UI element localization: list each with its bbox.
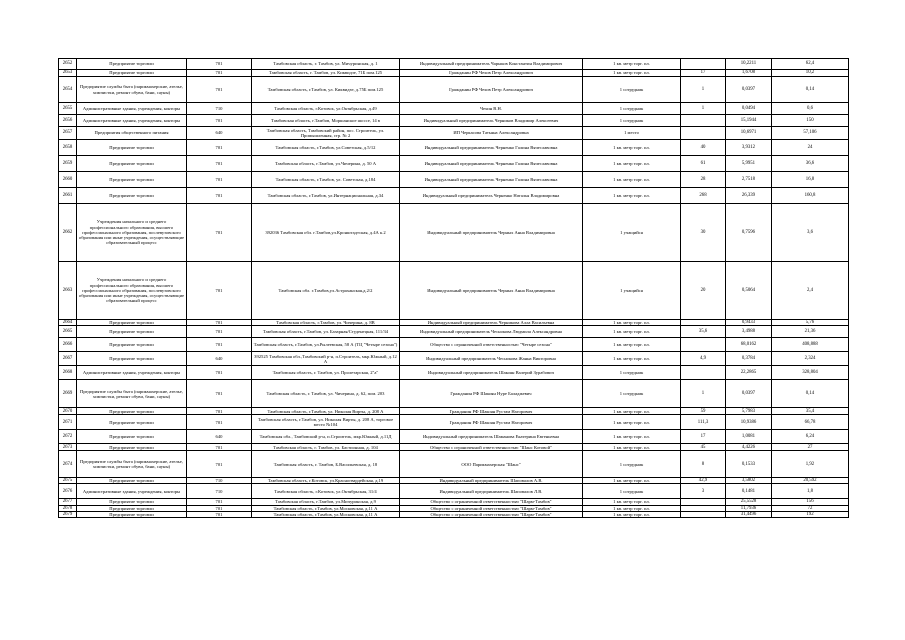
- cell-row-number: 2668: [59, 366, 77, 380]
- cell-facility-type: Предприятие торговли: [77, 70, 187, 77]
- cell-facility-type: Административные здания, учреждения, конторы: [77, 484, 187, 499]
- cell-facility-type: Предприятие торговли: [77, 352, 187, 366]
- cell-organization-name: Индивидуальный предприниматель Черненко Галина Вячеславовна: [400, 140, 583, 156]
- cell-oktmo-code: 701: [187, 320, 252, 326]
- cell-norm-value: 0,14: [772, 380, 849, 408]
- cell-unit-measure: 1 кв. метр торг. пл.: [583, 478, 681, 484]
- cell-oktmo-code: 701: [187, 262, 252, 320]
- cell-norm-value: 156: [772, 499, 849, 505]
- cell-facility-type: Предприятие торговли: [77, 478, 187, 484]
- cell-organization-name: Гражданин РФ Чехов Петр Александрович: [400, 70, 583, 77]
- cell-count-value: 268: [681, 188, 726, 204]
- cell-organization-name: Общество с ограниченной ответственностью "Шанс Котовой": [400, 444, 583, 451]
- table-row: [59, 204, 849, 262]
- cell-unit-measure: 1 кв. метр торг. пл.: [583, 188, 681, 204]
- cell-row-number: 2671: [59, 415, 77, 430]
- table-row: [59, 115, 849, 127]
- cell-unit-measure: 1 кв. метр торг. пл.: [583, 352, 681, 366]
- cell-address: Тамбовская область, г. Тамбов, ул. Киквидзе, 71Б пом.125: [252, 70, 400, 77]
- cell-organization-name: Индивидуальный предприниматель Шаповалов А.В.: [400, 478, 583, 484]
- cell-norm-value: 2,324: [772, 352, 849, 366]
- cell-row-number: 2673: [59, 444, 77, 451]
- cell-norm-value: 328,804: [772, 366, 849, 380]
- cell-unit-measure: 1 кв. метр торг. пл.: [583, 499, 681, 505]
- table-row: [59, 172, 849, 188]
- table-row: [59, 127, 849, 140]
- cell-unit-measure: 1 кв. метр торг. пл.: [583, 70, 681, 77]
- registry-table-body: [59, 59, 849, 518]
- cell-unit-measure: 1 сотрудник: [583, 103, 681, 115]
- cell-facility-type: Предприятие торговли: [77, 408, 187, 415]
- table-row: [59, 352, 849, 366]
- cell-annual-volume: 11,7936: [726, 505, 772, 511]
- cell-facility-type: Предприятие торговли: [77, 415, 187, 430]
- cell-norm-value: 1,92: [772, 451, 849, 478]
- cell-facility-type: Учреждения начального и среднего профессионального образования, высшего профессионального образования, послевузовского образования или иные учреждения, осуществляющие образовательный процесс: [77, 262, 187, 320]
- cell-unit-measure: 1 сотрудник: [583, 451, 681, 478]
- cell-annual-volume: 31,4496: [726, 511, 772, 517]
- cell-address: Тамбовская область, г.Тамбов, ул. Чичерина, д. 8В: [252, 320, 400, 326]
- cell-count-value: 30: [681, 204, 726, 262]
- cell-oktmo-code: 701: [187, 140, 252, 156]
- cell-row-number: 2660: [59, 172, 77, 188]
- cell-norm-value: 27: [772, 444, 849, 451]
- cell-count-value: [681, 511, 726, 517]
- cell-count-value: 1: [681, 380, 726, 408]
- cell-norm-value: 20,592: [772, 478, 849, 484]
- table-row: [59, 156, 849, 172]
- cell-oktmo-code: 701: [187, 59, 252, 70]
- cell-annual-volume: 10,9386: [726, 415, 772, 430]
- cell-address: Тамбовская обл., Тамбовский р-н, п.Строитель, мкр.Южный, д.11Д: [252, 430, 400, 444]
- cell-row-number: 2674: [59, 451, 77, 478]
- cell-row-number: 2662: [59, 204, 77, 262]
- cell-oktmo-code: 701: [187, 380, 252, 408]
- cell-organization-name: Общество с ограниченной ответственностью "Шарм-Тамбов": [400, 499, 583, 505]
- cell-unit-measure: 1 кв. метр торг. пл.: [583, 511, 681, 517]
- cell-oktmo-code: 701: [187, 326, 252, 338]
- cell-unit-measure: 1 кв. метр торг. пл.: [583, 156, 681, 172]
- cell-organization-name: ООО Парикмахерская "Шанс": [400, 451, 583, 478]
- cell-row-number: 2672: [59, 430, 77, 444]
- cell-annual-volume: 0,5064: [726, 262, 772, 320]
- cell-annual-volume: 1,0081: [726, 430, 772, 444]
- cell-count-value: 4,9: [681, 352, 726, 366]
- cell-annual-volume: 0,0397: [726, 77, 772, 103]
- cell-address: Тамбовская область, г.Тамбов, ул.Рылеевская, 58 А (ТЦ "Четыре сезона"): [252, 338, 400, 352]
- cell-organization-name: Индивидуальный предприниматель Чеснокова Людмила Александровна: [400, 326, 583, 338]
- cell-organization-name: Индивидуальный предприниматель Черненко Галина Вячеславовна: [400, 156, 583, 172]
- cell-annual-volume: 10,6971: [726, 127, 772, 140]
- table-row: [59, 59, 849, 70]
- cell-row-number: 2669: [59, 380, 77, 408]
- cell-row-number: 2658: [59, 140, 77, 156]
- cell-oktmo-code: 710: [187, 478, 252, 484]
- cell-facility-type: Предприятие торговли: [77, 172, 187, 188]
- cell-facility-type: Предприятие торговли: [77, 156, 187, 172]
- cell-norm-value: 160,8: [772, 188, 849, 204]
- cell-facility-type: Административные здания, учреждения, конторы: [77, 366, 187, 380]
- cell-organization-name: Индивидуальный предприниматель Чеснокова Жанна Викторовна: [400, 352, 583, 366]
- cell-norm-value: 21,36: [772, 326, 849, 338]
- cell-unit-measure: 1 учащийся: [583, 204, 681, 262]
- cell-unit-measure: 1 кв. метр торг. пл.: [583, 415, 681, 430]
- cell-annual-volume: 22,2865: [726, 366, 772, 380]
- cell-facility-type: Предприятие торговли: [77, 511, 187, 517]
- cell-address: Тамбовская область, г.Котовск, ул.Октябрьская, д.49: [252, 103, 400, 115]
- cell-annual-volume: 1,6708: [726, 70, 772, 77]
- cell-row-number: 2655: [59, 103, 77, 115]
- cell-count-value: [681, 366, 726, 380]
- cell-annual-volume: 68,0162: [726, 338, 772, 352]
- cell-organization-name: Индивидуальный предприниматель Шаповалов Л.В.: [400, 484, 583, 499]
- cell-unit-measure: 1 кв. метр торг. пл.: [583, 326, 681, 338]
- cell-count-value: 40: [681, 140, 726, 156]
- cell-organization-name: Индивидуальный предприниматель Черненко Наталья Владимировна: [400, 188, 583, 204]
- cell-organization-name: Индивидуальный предприниматель Черников Владимир Алексеевич: [400, 115, 583, 127]
- cell-unit-measure: 1 кв. метр торг. пл.: [583, 140, 681, 156]
- document-page: [58, 58, 849, 518]
- cell-facility-type: Предприятие торговли: [77, 188, 187, 204]
- cell-count-value: 1: [681, 77, 726, 103]
- cell-count-value: 17: [681, 70, 726, 77]
- cell-row-number: 2676: [59, 484, 77, 499]
- cell-address: Тамбовская область, г.Тамбов, ул. Николая Вирты, д. 208 А, торговое место №104: [252, 415, 400, 430]
- cell-address: Тамбовская область, г.Тамбов, ул.Чичерина, д. 50 А: [252, 156, 400, 172]
- cell-facility-type: Предприятие торговли: [77, 430, 187, 444]
- cell-unit-measure: 1 кв. метр торг. пл.: [583, 338, 681, 352]
- table-row: [59, 415, 849, 430]
- registry-table: [58, 58, 849, 518]
- cell-facility-type: Предприятие торговли: [77, 444, 187, 451]
- cell-address: Тамбовская область, г.Тамбов, ул. Николая Вирты, д. 208 А: [252, 408, 400, 415]
- cell-row-number: 2675: [59, 478, 77, 484]
- cell-address: Тамбовская область, г.Котовск, ул.Красногвардейская, д.19: [252, 478, 400, 484]
- table-row: [59, 338, 849, 352]
- table-row: [59, 140, 849, 156]
- cell-annual-volume: 4,4226: [726, 444, 772, 451]
- cell-annual-volume: 0,3784: [726, 352, 772, 366]
- cell-count-value: 42,9: [681, 478, 726, 484]
- cell-oktmo-code: 701: [187, 366, 252, 380]
- cell-row-number: 2652: [59, 59, 77, 70]
- cell-address: Тамбовская область, г. Тамбов, ул. Бастионная, д. 104: [252, 444, 400, 451]
- cell-oktmo-code: 701: [187, 172, 252, 188]
- cell-count-value: 28: [681, 172, 726, 188]
- cell-annual-volume: 15,1944: [726, 115, 772, 127]
- cell-count-value: [681, 127, 726, 140]
- cell-oktmo-code: 701: [187, 77, 252, 103]
- cell-oktmo-code: 701: [187, 511, 252, 517]
- cell-address: Тамбовская область, г.Тамбов, ул.Московская, д.11 А: [252, 511, 400, 517]
- cell-facility-type: Административные здания, учреждения, конторы: [77, 103, 187, 115]
- cell-facility-type: Предприятия общественного питания: [77, 127, 187, 140]
- cell-count-value: 61: [681, 156, 726, 172]
- cell-address: Тамбовская область, г.Тамбов, ул. Киквидзе, д.75Б пом.125: [252, 77, 400, 103]
- cell-norm-value: 0,6: [772, 103, 849, 115]
- cell-annual-volume: 2,7518: [726, 172, 772, 188]
- cell-norm-value: 72: [772, 505, 849, 511]
- cell-count-value: [681, 338, 726, 352]
- cell-norm-value: 24: [772, 140, 849, 156]
- cell-row-number: 2663: [59, 262, 77, 320]
- cell-unit-measure: 1 сотрудник: [583, 366, 681, 380]
- cell-annual-volume: 3,9312: [726, 140, 772, 156]
- cell-count-value: 111,3: [681, 415, 726, 430]
- table-row: [59, 484, 849, 499]
- cell-facility-type: Предприятие торговли: [77, 140, 187, 156]
- table-row: [59, 511, 849, 517]
- cell-organization-name: Индивидуальный предприниматель Чарыков Константин Владимирович: [400, 59, 583, 70]
- cell-row-number: 2670: [59, 408, 77, 415]
- cell-row-number: 2666: [59, 338, 77, 352]
- cell-oktmo-code: 701: [187, 115, 252, 127]
- cell-annual-volume: 0,1533: [726, 451, 772, 478]
- cell-norm-value: 36,6: [772, 156, 849, 172]
- cell-address: 392036 Тамбовская обл. г.Тамбов,ул.Кронштадтская, д.4А к.2: [252, 204, 400, 262]
- cell-count-value: 35,6: [681, 326, 726, 338]
- cell-organization-name: Общество с ограниченной ответственностью "Шарм-Тамбов": [400, 505, 583, 511]
- cell-organization-name: Чехин В.Н.: [400, 103, 583, 115]
- cell-facility-type: Предприятие службы быта (парикмахерские, ателье, химчистки, ремонт обуви, бани, сауны): [77, 451, 187, 478]
- cell-oktmo-code: 701: [187, 408, 252, 415]
- cell-norm-value: 62,4: [772, 59, 849, 70]
- cell-address: Тамбовская область, г.Тамбов, ул.Московская, д.11 А: [252, 505, 400, 511]
- cell-oktmo-code: 710: [187, 103, 252, 115]
- cell-count-value: 1: [681, 103, 726, 115]
- cell-oktmo-code: 701: [187, 204, 252, 262]
- cell-unit-measure: 1 сотрудник: [583, 484, 681, 499]
- cell-row-number: 2679: [59, 511, 77, 517]
- cell-address: Тамбовская область, г. Тамбов, ул. Чичерина, д. 62, пом. 203: [252, 380, 400, 408]
- cell-row-number: 2661: [59, 188, 77, 204]
- cell-norm-value: 6,24: [772, 430, 849, 444]
- cell-facility-type: Предприятие торговли: [77, 505, 187, 511]
- cell-row-number: 2656: [59, 115, 77, 127]
- cell-facility-type: Предприятие торговли: [77, 499, 187, 505]
- cell-oktmo-code: 640: [187, 352, 252, 366]
- cell-annual-volume: 25,5528: [726, 499, 772, 505]
- cell-oktmo-code: 701: [187, 156, 252, 172]
- cell-facility-type: Предприятие торговли: [77, 320, 187, 326]
- cell-unit-measure: 1 кв. метр торг. пл.: [583, 505, 681, 511]
- cell-address: Тамбовская область, г.Тамбов, ул.Интернациональная, д.34: [252, 188, 400, 204]
- cell-norm-value: 192: [772, 511, 849, 517]
- cell-annual-volume: 0,7596: [726, 204, 772, 262]
- cell-facility-type: Предприятие службы быта (парикмахерские, ателье, химчистки, ремонт обуви, бани, сауны): [77, 380, 187, 408]
- cell-unit-measure: 1 сотрудник: [583, 380, 681, 408]
- table-row: [59, 326, 849, 338]
- cell-unit-measure: 1 место: [583, 127, 681, 140]
- cell-organization-name: Индивидуальный предприниматель Черных Анна Владимировна: [400, 204, 583, 262]
- cell-organization-name: Общество с ограниченной ответственностью "Четыре сезона": [400, 338, 583, 352]
- cell-oktmo-code: 701: [187, 451, 252, 478]
- cell-count-value: [681, 115, 726, 127]
- cell-oktmo-code: 701: [187, 70, 252, 77]
- cell-unit-measure: 1 кв. метр торг. пл.: [583, 430, 681, 444]
- cell-oktmo-code: 701: [187, 338, 252, 352]
- cell-organization-name: Гражданин РФ Шакоян Рустам Нагорович: [400, 408, 583, 415]
- cell-organization-name: Гражданин РФ Чехов Петр Александрович: [400, 77, 583, 103]
- cell-count-value: 3: [681, 484, 726, 499]
- cell-oktmo-code: 640: [187, 127, 252, 140]
- cell-unit-measure: 1 сотрудник: [583, 115, 681, 127]
- cell-unit-measure: 1 кв. метр торг. пл.: [583, 59, 681, 70]
- cell-address: 392525 Тамбовская обл.,Тамбовский р-н, п.Строитель, мкр.Южный, д.12 А: [252, 352, 400, 366]
- cell-norm-value: 0,14: [772, 77, 849, 103]
- cell-unit-measure: 1 учащийся: [583, 262, 681, 320]
- cell-count-value: 8: [681, 451, 726, 478]
- cell-row-number: 2654: [59, 77, 77, 103]
- cell-annual-volume: 0,1481: [726, 484, 772, 499]
- cell-address: Тамбовская область, Тамбовский район, пос. Строитель, ул. Промышленная, стр. № 2: [252, 127, 400, 140]
- cell-oktmo-code: 701: [187, 444, 252, 451]
- cell-oktmo-code: 701: [187, 188, 252, 204]
- cell-organization-name: Общество с ограниченной ответственностью "Шарм-Тамбов": [400, 511, 583, 517]
- cell-norm-value: 1,8: [772, 484, 849, 499]
- cell-organization-name: Гражданин РФ Шакоян Рустам Нагорович: [400, 415, 583, 430]
- cell-address: Тамбовская область, г.Котовск, ул.Октябрьская, 31/4: [252, 484, 400, 499]
- table-row: [59, 103, 849, 115]
- cell-oktmo-code: 701: [187, 415, 252, 430]
- cell-oktmo-code: 640: [187, 430, 252, 444]
- cell-annual-volume: 0,9433: [726, 320, 772, 326]
- cell-address: Тамбовская область, г. Тамбов, ул. Пролетарская, 2"а": [252, 366, 400, 380]
- cell-annual-volume: 10,2211: [726, 59, 772, 70]
- cell-norm-value: 150: [772, 115, 849, 127]
- cell-address: Тамбовская область, г.Тамбов, ул. Базарная/Студенецкая, 111/34: [252, 326, 400, 338]
- table-row: [59, 262, 849, 320]
- table-row: [59, 188, 849, 204]
- cell-annual-volume: 3,5802: [726, 478, 772, 484]
- cell-address: Тамбовская область, г.Тамбов, ул.Советская, д.5/12: [252, 140, 400, 156]
- cell-annual-volume: 5,7983: [726, 408, 772, 415]
- cell-unit-measure: 1 кв. метр торг. пл.: [583, 320, 681, 326]
- table-row: [59, 408, 849, 415]
- cell-facility-type: Предприятие торговли: [77, 338, 187, 352]
- table-row: [59, 451, 849, 478]
- cell-unit-measure: 1 кв. метр торг. пл.: [583, 444, 681, 451]
- cell-facility-type: Предприятие торговли: [77, 326, 187, 338]
- cell-row-number: 2664: [59, 320, 77, 326]
- cell-address: Тамбовская область, г. Тамбов, ул. Мичуринская, д. 1: [252, 59, 400, 70]
- cell-row-number: 2678: [59, 505, 77, 511]
- table-row: [59, 430, 849, 444]
- cell-norm-value: 5,76: [772, 320, 849, 326]
- cell-count-value: 20: [681, 262, 726, 320]
- cell-organization-name: Индивидуальный предприниматель Черненко Галина Вячеславовна: [400, 172, 583, 188]
- cell-facility-type: Предприятие торговли: [77, 59, 187, 70]
- cell-row-number: 2667: [59, 352, 77, 366]
- cell-row-number: 2659: [59, 156, 77, 172]
- cell-address: Тамбовская область, г.Тамбов, ул. Советская, д.184: [252, 172, 400, 188]
- cell-address: Тамбовская область, г. Тамбов, Б.Васильевская, д. 18: [252, 451, 400, 478]
- cell-unit-measure: 1 кв. метр торг. пл.: [583, 172, 681, 188]
- table-row: [59, 77, 849, 103]
- cell-row-number: 2677: [59, 499, 77, 505]
- cell-address: Тамбовская обл. г.Тамбов,ул.Астраханская,д.2/2: [252, 262, 400, 320]
- cell-oktmo-code: 701: [187, 499, 252, 505]
- cell-row-number: 2657: [59, 127, 77, 140]
- cell-norm-value: 2,4: [772, 262, 849, 320]
- table-row: [59, 380, 849, 408]
- cell-annual-volume: 3,4988: [726, 326, 772, 338]
- cell-norm-value: 408,888: [772, 338, 849, 352]
- cell-address: Тамбовская область, г.Тамбов, Моршанское шоссе, 14 в: [252, 115, 400, 127]
- cell-organization-name: Индивидуальный предприниматель Шаманова Екатерина Евгеньевна: [400, 430, 583, 444]
- cell-facility-type: Учреждения начального и среднего профессионального образования, высшего профессионального образования, послевузовского образования или иные учреждения, осуществляющие образовательный процесс: [77, 204, 187, 262]
- cell-norm-value: 3,6: [772, 204, 849, 262]
- cell-row-number: 2653: [59, 70, 77, 77]
- cell-address: Тамбовская область, г.Тамбов, ул.Мичуринская, д.9: [252, 499, 400, 505]
- cell-norm-value: 16,8: [772, 172, 849, 188]
- cell-oktmo-code: 701: [187, 505, 252, 511]
- cell-facility-type: Предприятие службы быта (парикмахерские, ателье, химчистки, ремонт обуви, бани, сауны): [77, 77, 187, 103]
- table-row: [59, 444, 849, 451]
- cell-annual-volume: 0,0494: [726, 103, 772, 115]
- cell-annual-volume: 0,0397: [726, 380, 772, 408]
- cell-organization-name: Индивидуальный предприниматель Черных Анна Владимировна: [400, 262, 583, 320]
- cell-norm-value: 10,2: [772, 70, 849, 77]
- cell-oktmo-code: 710: [187, 484, 252, 499]
- cell-norm-value: 35,4: [772, 408, 849, 415]
- cell-count-value: 59: [681, 408, 726, 415]
- cell-count-value: 45: [681, 444, 726, 451]
- cell-organization-name: Гражданин РФ Шакоян Нуре Баладжевич: [400, 380, 583, 408]
- cell-facility-type: Административные здания, учреждения, конторы: [77, 115, 187, 127]
- cell-organization-name: Индивидуальный предприниматель Черникова Алла Васильевна: [400, 320, 583, 326]
- cell-row-number: 2665: [59, 326, 77, 338]
- cell-norm-value: 66,78: [772, 415, 849, 430]
- cell-unit-measure: 1 сотрудник: [583, 77, 681, 103]
- cell-norm-value: 57,106: [772, 127, 849, 140]
- cell-count-value: [681, 59, 726, 70]
- cell-count-value: 17: [681, 430, 726, 444]
- cell-annual-volume: 26,339: [726, 188, 772, 204]
- table-row: [59, 366, 849, 380]
- table-row: [59, 70, 849, 77]
- cell-unit-measure: 1 кв. метр торг. пл.: [583, 408, 681, 415]
- cell-organization-name: ИП Черкасова Татьяна Александровна: [400, 127, 583, 140]
- cell-organization-name: Индивидуальный предприниматель Шакоян Валерий Зурабович: [400, 366, 583, 380]
- cell-annual-volume: 5,9951: [726, 156, 772, 172]
